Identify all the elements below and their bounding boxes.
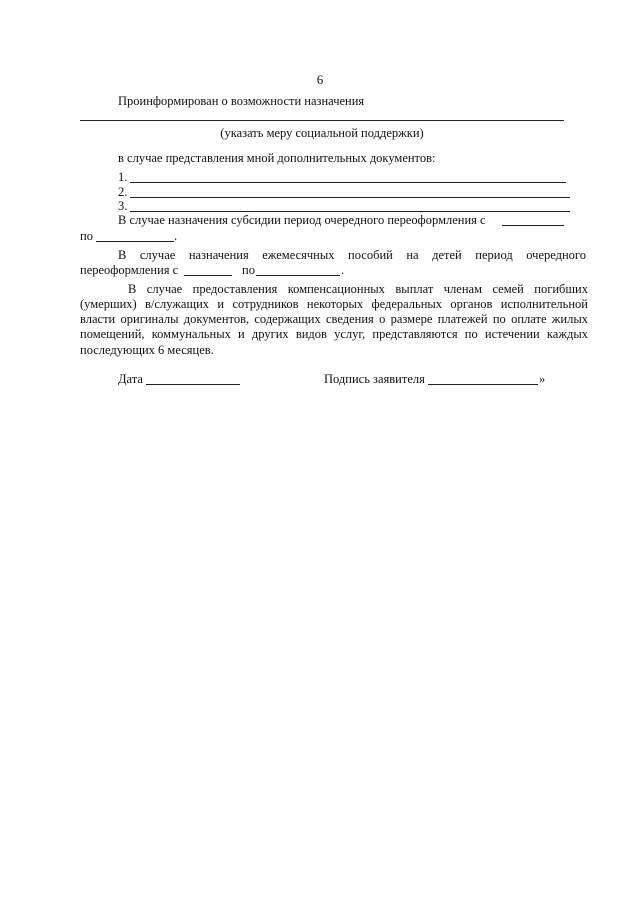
doc-item-1-number: 1. — [118, 170, 128, 184]
subsidy-to-label: по — [80, 229, 93, 243]
extra-docs-intro: в случае представления мной дополнительных документов: — [118, 151, 436, 165]
allowance-to-line[interactable] — [256, 275, 340, 276]
signature-label: Подпись заявителя — [324, 372, 425, 386]
allowance-from-line[interactable] — [184, 275, 232, 276]
social-support-hint: (указать меру социальной поддержки) — [220, 126, 424, 140]
subsidy-period-dot: . — [174, 229, 178, 243]
subsidy-from-line[interactable] — [502, 225, 564, 226]
doc-item-3-line[interactable] — [130, 211, 570, 212]
date-label: Дата — [118, 372, 143, 386]
subsidy-text: В случае назначения субсидии период очередного переоформления с — [118, 213, 486, 227]
social-support-measure-line[interactable] — [80, 120, 564, 121]
allowance-period-dot: . — [341, 263, 345, 277]
page-number: 6 — [316, 72, 324, 87]
allowance-from-label: переоформления с — [80, 263, 179, 277]
subsidy-to-line[interactable] — [96, 241, 174, 242]
compensation-line-2: (умерших) в/служащих и сотрудников некоторых федеральных органов исполнительной — [80, 297, 588, 311]
informed-label: Проинформирован о возможности назначения — [118, 94, 365, 108]
signature-line[interactable] — [428, 384, 538, 385]
doc-item-2-line[interactable] — [130, 197, 570, 198]
compensation-line-3: власти оригиналы документов, содержащих сведения о размере платежей по оплате жилых — [80, 312, 588, 326]
doc-item-3-number: 3. — [118, 199, 128, 213]
date-line[interactable] — [146, 384, 240, 385]
allowance-text: В случае назначения ежемесячных пособий на детей период очередного — [118, 248, 586, 262]
compensation-line-4: помещений, коммунальных и других видов услуг, представляются по истечении каждых — [80, 327, 588, 341]
doc-item-1-line[interactable] — [130, 182, 566, 183]
allowance-to-label: по — [242, 263, 255, 277]
compensation-line-5: последующих 6 месяцев. — [80, 343, 214, 357]
signature-closing-quote: » — [539, 372, 546, 386]
compensation-line-1: В случае предоставления компенсационных выплат членам семей погибших — [128, 282, 588, 296]
doc-item-2-number: 2. — [118, 185, 128, 199]
